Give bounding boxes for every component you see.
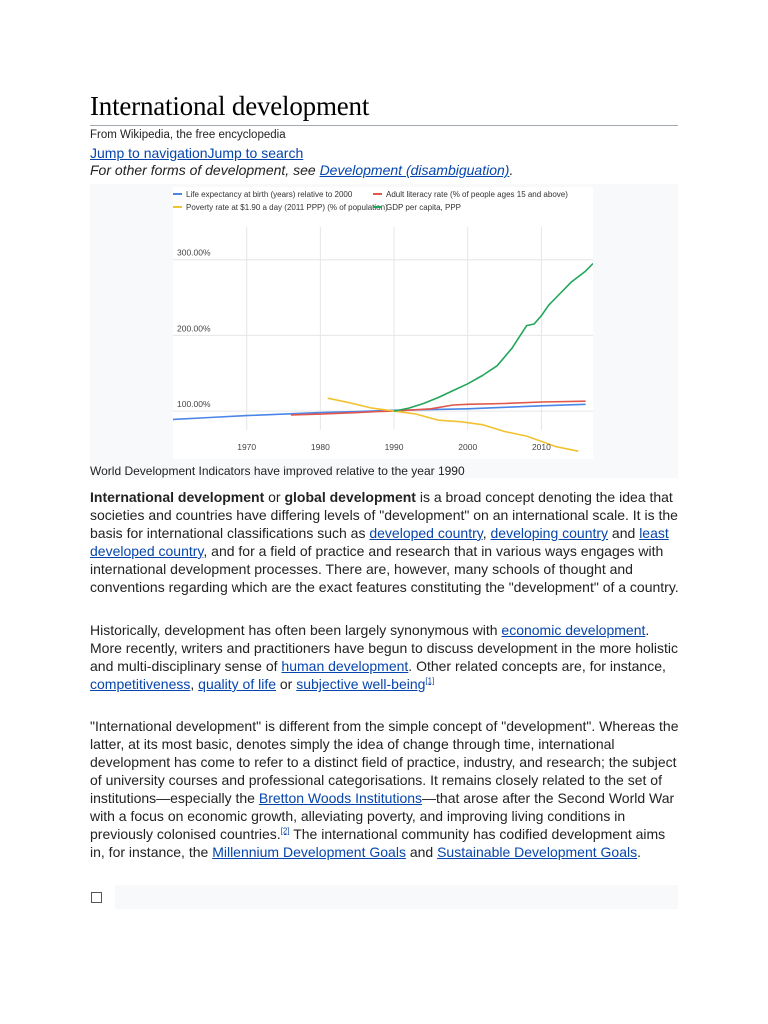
subjective-well-being-link[interactable]: subjective well-being	[296, 676, 426, 692]
x-tick-label-3: 1990	[384, 442, 404, 452]
x-tick-label-1: 1970	[237, 442, 257, 452]
jump-links	[90, 145, 303, 161]
line-chart	[173, 187, 593, 459]
legend-label-4: GDP per capita, PPP	[386, 203, 461, 212]
checkbox-icon[interactable]	[91, 892, 102, 903]
title-divider	[90, 125, 678, 126]
bretton-woods-link[interactable]: Bretton Woods Institutions	[258, 790, 423, 806]
y-tick-label-1: 100.00%	[177, 399, 211, 410]
site-tagline: From Wikipedia, the free encyclopedia	[90, 129, 286, 141]
citation-2-link[interactable]: [2]	[280, 826, 290, 836]
jump-to-navigation-link[interactable]: Jump to navigation	[90, 145, 208, 161]
millennium-development-goals-link[interactable]: Millennium Development Goals	[212, 844, 406, 860]
y-tick-label-3: 300.00%	[177, 247, 211, 258]
least-developed-country-link[interactable]: least developed country	[90, 525, 669, 559]
legend-label-1: Life expectancy at birth (years) relative to 2000	[186, 190, 353, 199]
jump-to-search-link[interactable]: Jump to search	[207, 145, 304, 161]
paragraph-3: "International development" is different from the simple concept of "development". Whereas the latter, at its most basic, denotes simply the idea of change through time, international development has come to refer to a distinct field of practice, industry, and research; the subject of university courses and professional categorisations. It remains closely related to the set of institutions—especially the Bretton Woods Institutions—that arose after the Second World War with a focus on economic growth, alleviating poverty, and improving living conditions in previously colonised countries.[2] The international community has codified development aims in, for instance, the Millennium Development Goals and Sustainable Development Goals.	[90, 718, 679, 860]
disambiguation-link[interactable]: Development (disambiguation)	[319, 162, 510, 178]
developed-country-link[interactable]: developed country	[369, 525, 483, 541]
y-tick-label-2: 200.00%	[177, 323, 211, 334]
citation-1-link[interactable]: [1]	[425, 676, 435, 686]
paragraph-1: International development or global development is a broad concept denoting the idea that societies and countries have differing levels of "development" on an international scale. It is the basis for international classifications such as developed country, developing country and least developed country, and for a field of practice and research that in various ways engages with international development processes. There are, however, many schools of thought and conventions regarding which are the exact features constituting the "development" of a country.	[90, 489, 679, 595]
x-tick-label-2: 1980	[310, 442, 330, 452]
hatnote: For other forms of development, see Development (disambiguation).	[90, 162, 514, 178]
competitiveness-link[interactable]: competitiveness	[90, 676, 191, 692]
legend-label-2: Adult literacy rate (% of people ages 15 and above)	[386, 190, 568, 199]
chart-figure	[90, 184, 678, 478]
chart-background	[173, 187, 593, 459]
paragraph-2: Historically, development has often been largely synonymous with economic development. More recently, writers and practitioners have begun to discuss development in the more holistic and multi-disciplinary sense of human development. Other related concepts are, for instance, competitiveness, quality of life or subjective well-being[1]	[90, 622, 679, 692]
sustainable-development-goals-link[interactable]: Sustainable Development Goals	[437, 844, 638, 860]
quality-of-life-link[interactable]: quality of life	[198, 676, 276, 692]
collapsed-box	[115, 885, 678, 909]
economic-development-link[interactable]: economic development	[501, 622, 646, 638]
page-title: International development	[90, 91, 370, 121]
figure-caption: World Development Indicators have improved relative to the year 1990	[90, 464, 465, 478]
x-tick-label-5: 2010	[531, 442, 551, 452]
developing-country-link[interactable]: developing country	[490, 525, 609, 541]
human-development-link[interactable]: human development	[281, 658, 409, 674]
legend-label-3: Poverty rate at $1.90 a day (2011 PPP) (% of population)	[186, 203, 388, 212]
x-tick-label-4: 2000	[458, 442, 478, 452]
